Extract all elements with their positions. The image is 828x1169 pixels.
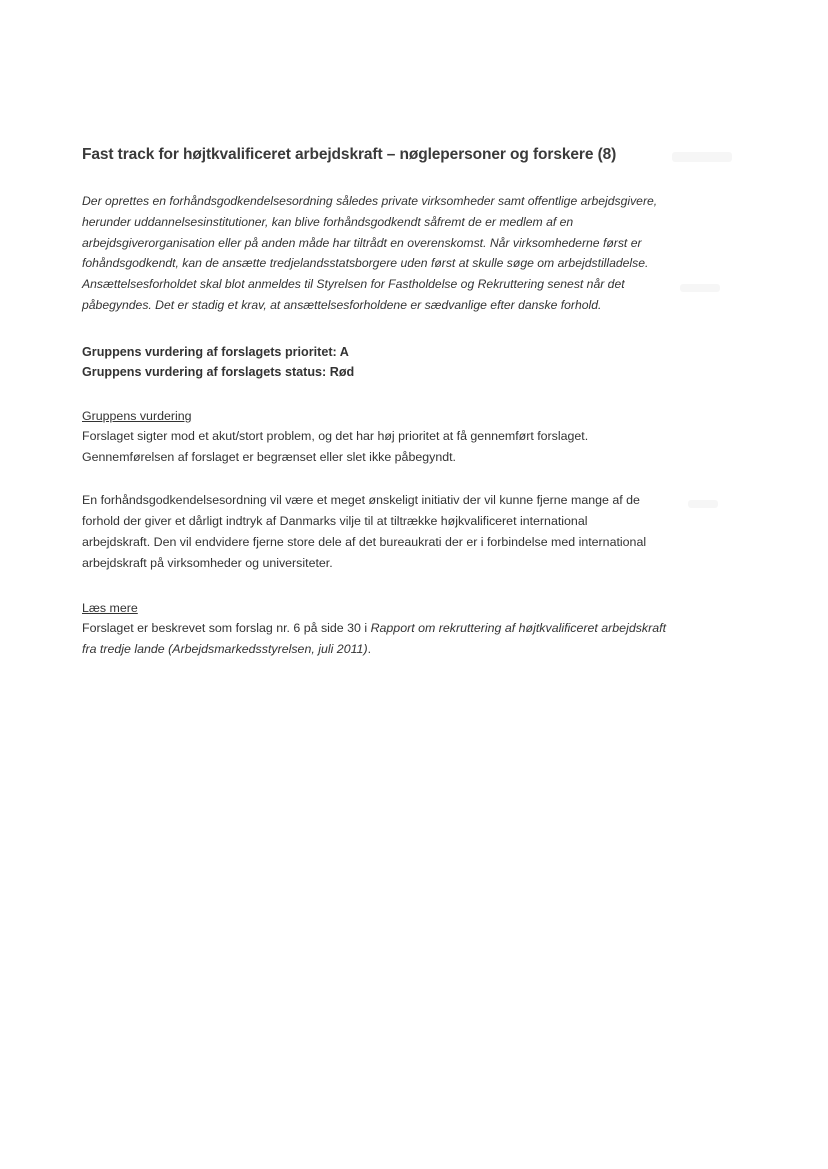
group-assessment-heading: Gruppens vurdering: [82, 408, 192, 423]
status-line: Gruppens vurdering af forslagets status: Rød: [82, 364, 355, 379]
intro-line: Ansættelsesforholdet skal blot anmeldes til Styrelsen for Fastholdelse og Rekruttering senest når det: [82, 277, 625, 292]
report-title: Rapport om rekruttering af højtkvalificeret arbejdskraft: [370, 620, 667, 635]
reference-suffix: .: [367, 641, 372, 656]
intro-line: fohåndsgodkendt, kan de ansætte tredjelandsstatsborgere uden først at skulle søge om arbejdstilladelse.: [82, 256, 649, 271]
report-source: fra tredje lande (Arbejdsmarkedsstyrelsen, juli 2011): [82, 641, 368, 656]
paragraph-line: Gennemførelsen af forslaget er begrænset eller slet ikke påbegyndt.: [82, 449, 456, 464]
group-assessment-section: [82, 406, 742, 574]
intro-line: arbejdsgiverorganisation eller på anden måde har tiltrådt en overenskomst. Når virksomhederne først er: [82, 235, 642, 250]
reference-prefix: Forslaget er beskrevet som forslag nr. 6 på side 30 i: [82, 620, 371, 635]
intro-line: herunder uddannelsesinstitutioner, kan blive forhåndsgodkendt såfremt de er medlem af en: [82, 214, 574, 229]
document-title: Fast track for højtkvalificeret arbejdskraft – nøglepersoner og forskere (8): [82, 146, 617, 163]
read-more-heading: Læs mere: [82, 600, 138, 615]
intro-line: påbegyndes. Det er stadig et krav, at ansættelsesforholdene er sædvanlige efter danske forhold.: [82, 297, 602, 312]
group-rating: [82, 342, 742, 382]
priority-line: Gruppens vurdering af forslagets prioritet: A: [82, 344, 349, 359]
paragraph-line: [82, 618, 742, 639]
paragraph-line: [82, 639, 742, 660]
paragraph-line: arbejdskraft på virksomheder og universiteter.: [82, 555, 333, 570]
read-more-text: [82, 618, 742, 660]
paragraph-line: En forhåndsgodkendelsesordning vil være et meget ønskeligt initiativ der vil kunne fjerne mange af de: [82, 492, 640, 507]
paragraph-line: Forslaget sigter mod et akut/stort problem, og det har høj prioritet at få gennemført forslaget.: [82, 428, 589, 443]
assessment-paragraph-1: [82, 426, 742, 468]
paragraph-line: arbejdskraft. Den vil endvidere fjerne store dele af det bureaukrati der er i forbindelse med international: [82, 534, 647, 549]
intro-paragraph: [82, 191, 742, 316]
intro-line: Der oprettes en forhåndsgodkendelsesordning således private virksomheder samt offentlige arbejdsgivere,: [82, 194, 658, 208]
paragraph-line: forhold der giver et dårligt indtryk af Danmarks vilje til at tiltrække højkvalificeret international: [82, 513, 588, 528]
read-more-section: [82, 598, 742, 660]
assessment-paragraph-2: [82, 490, 742, 574]
document-content: [82, 146, 742, 684]
